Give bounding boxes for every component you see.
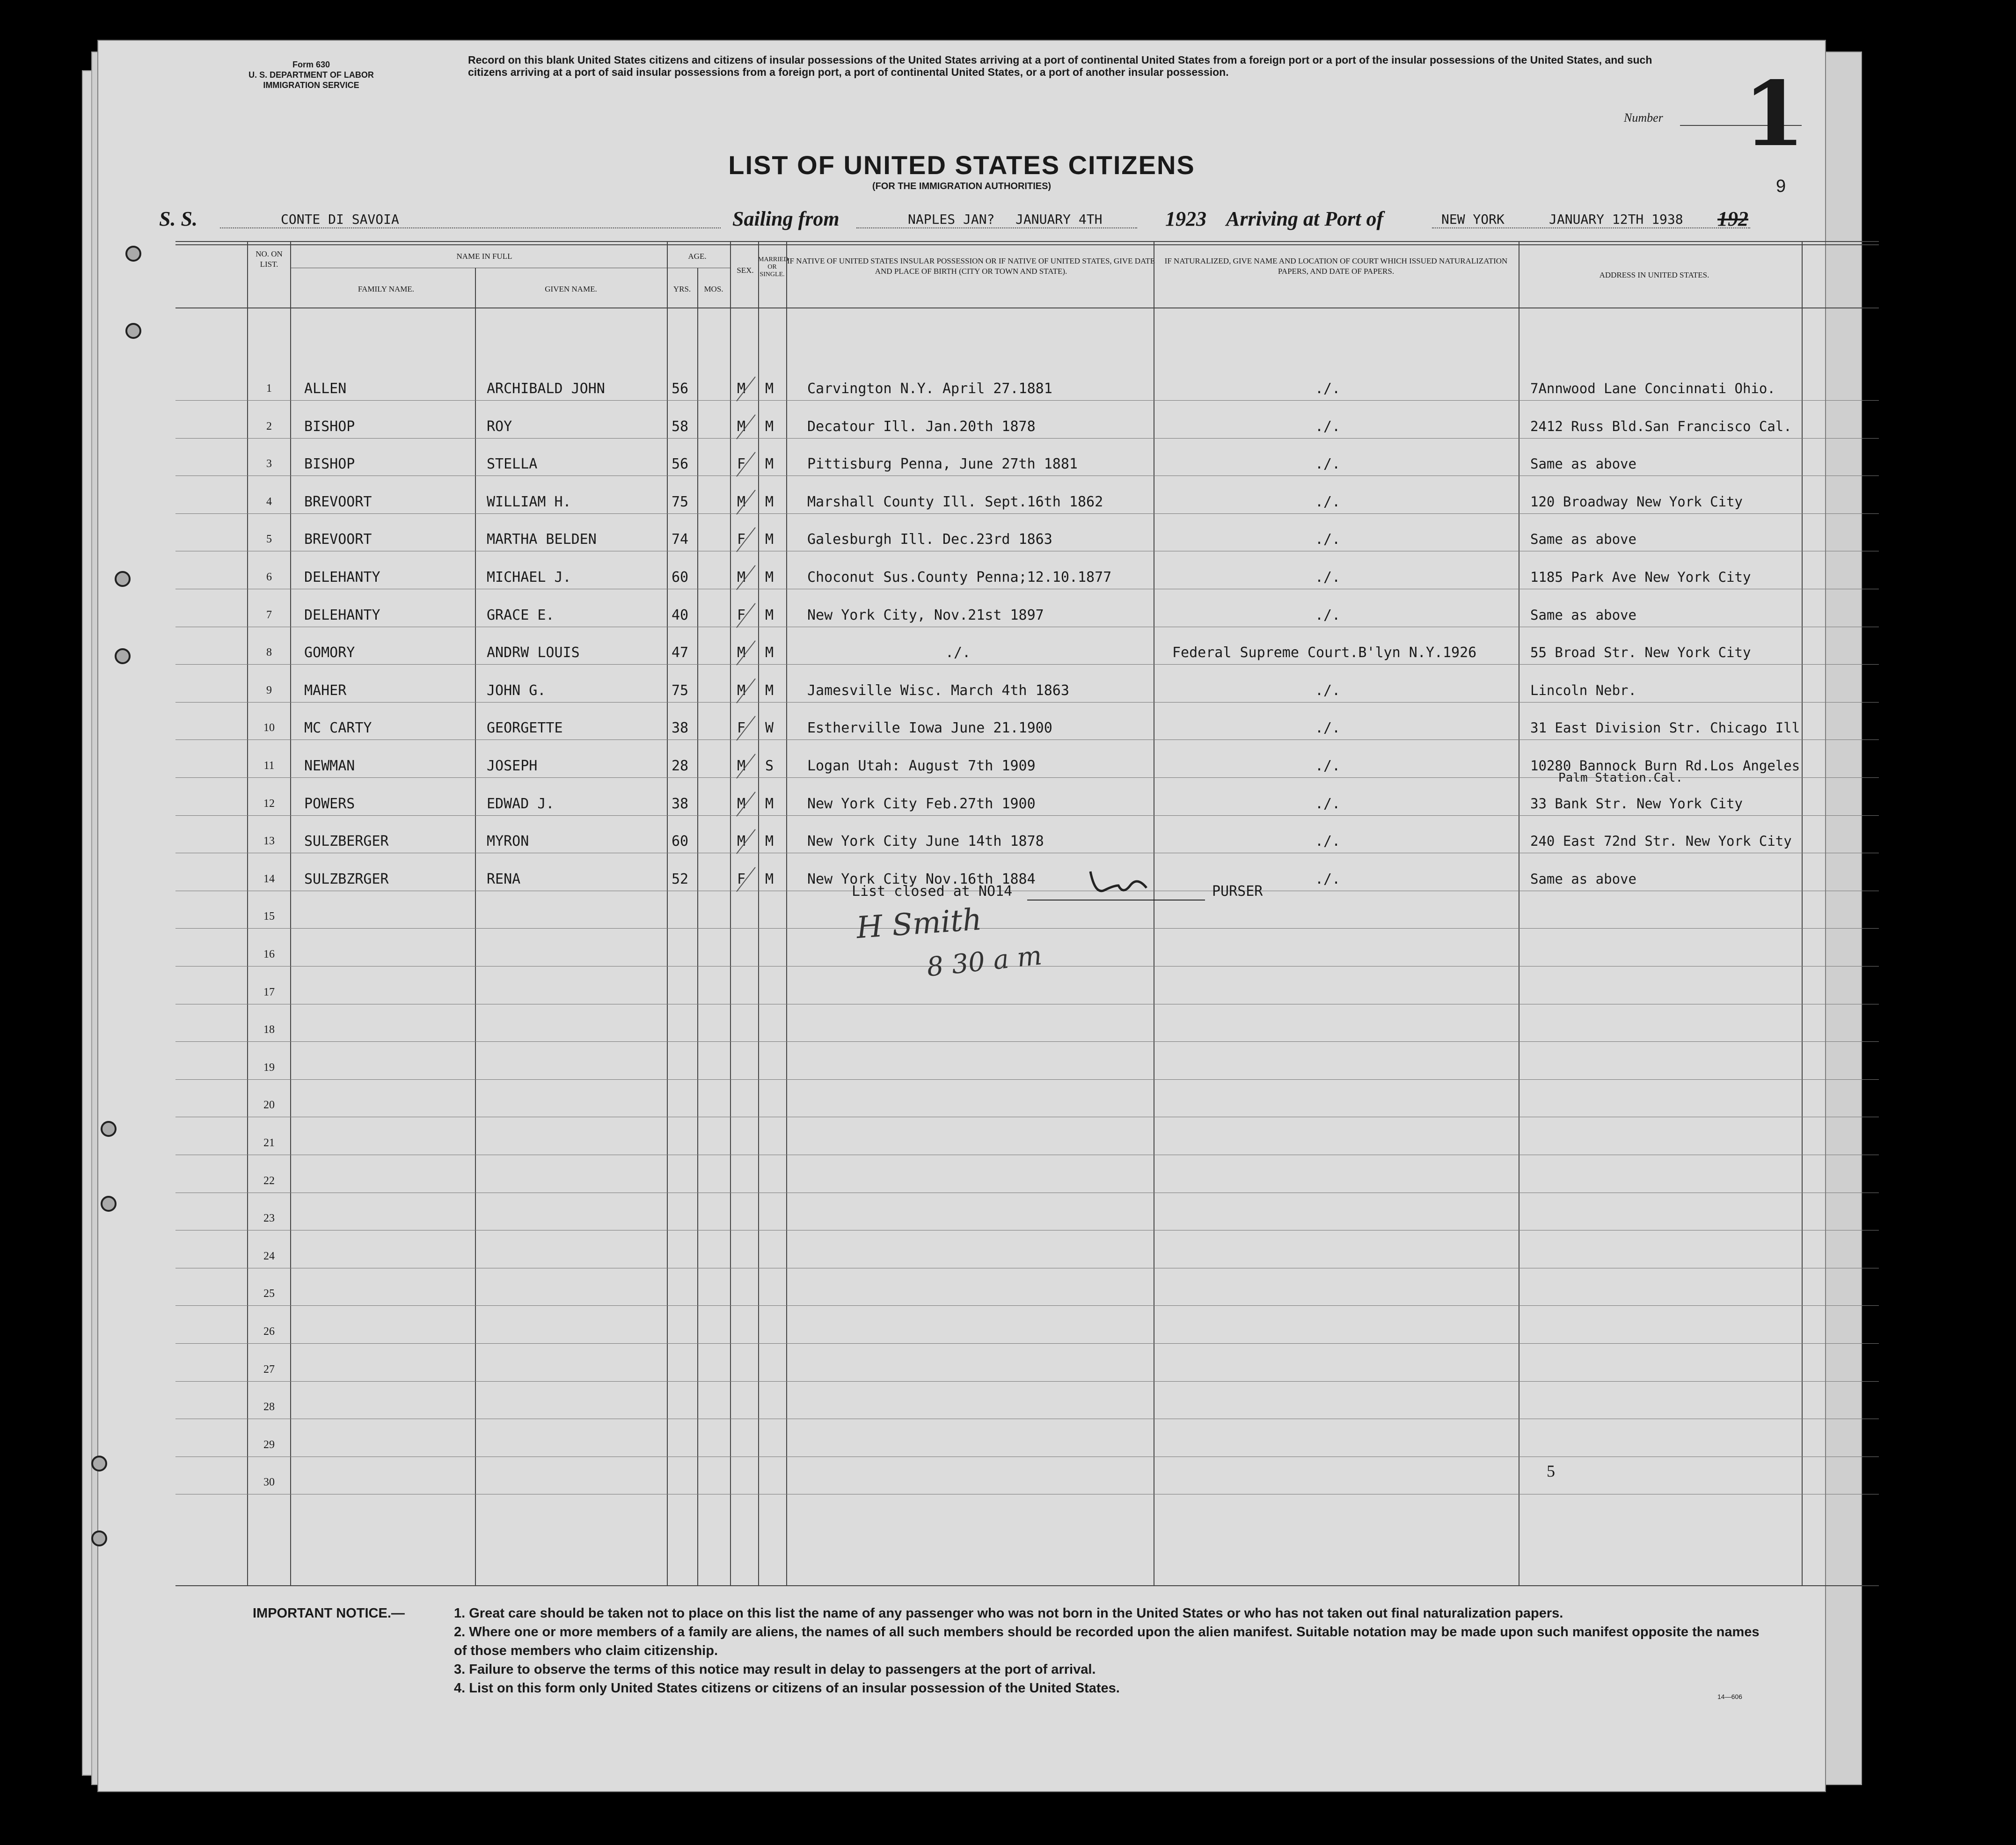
sex: F — [737, 456, 746, 473]
given-name: MICHAEL J. — [487, 569, 571, 586]
us-address: Same as above — [1530, 607, 1636, 623]
voyage-line — [159, 207, 1774, 240]
naturalization: ./. — [1315, 569, 1341, 586]
form-identifier — [239, 59, 384, 90]
family-name: GOMORY — [304, 644, 355, 661]
us-address: 33 Bank Str. New York City — [1530, 795, 1743, 812]
marital-status: M — [765, 418, 774, 435]
naturalization: ./. — [1315, 758, 1341, 774]
form-number: Form 630 — [292, 60, 330, 69]
check-mark — [735, 375, 757, 403]
row-number: 16 — [263, 948, 275, 960]
row-rule — [175, 928, 1879, 929]
age-years: 28 — [672, 758, 689, 774]
row-rule — [175, 513, 1879, 514]
check-mark — [735, 564, 757, 592]
naturalization: ./. — [1315, 531, 1341, 548]
naturalization: ./. — [1315, 871, 1341, 887]
sex: M — [737, 381, 746, 397]
birth-place-date: Marshall County Ill. Sept.16th 1862 — [807, 493, 1103, 510]
birth-place-date: Carvington N.Y. April 27.1881 — [807, 381, 1052, 397]
us-address: 120 Broadway New York City — [1530, 493, 1743, 510]
given-name: GEORGETTE — [487, 720, 563, 737]
sex: F — [737, 531, 746, 548]
col-divider — [290, 242, 291, 1585]
arrival-date: JANUARY 12TH 1938 — [1549, 212, 1683, 227]
col-header-sex: SEX. — [737, 266, 754, 275]
us-address: Same as above — [1530, 531, 1636, 548]
birth-place-date: Jamesville Wisc. March 4th 1863 — [807, 682, 1069, 699]
family-name: DELEHANTY — [304, 569, 380, 586]
table-top-rule — [175, 241, 1879, 242]
family-name: MC CARTY — [304, 720, 372, 737]
birth-place-date: New York City Feb.27th 1900 — [807, 795, 1036, 812]
given-name: ROY — [487, 418, 512, 435]
col-divider — [758, 242, 759, 1585]
row-rule — [175, 739, 1879, 740]
col-header-address: ADDRESS IN UNITED STATES. — [1599, 271, 1709, 279]
check-mark — [735, 714, 757, 742]
family-name: ALLEN — [304, 381, 347, 397]
sex: F — [737, 720, 746, 737]
notice-item: 4. List on this form only United States citizens or citizens of an insular possession of the United States. — [454, 1681, 1120, 1696]
us-address: 55 Broad Str. New York City — [1530, 644, 1751, 661]
sailing-year: 1923 — [1165, 207, 1206, 230]
sex: M — [737, 758, 746, 774]
given-name: MARTHA BELDEN — [487, 531, 597, 548]
row-number: 5 — [266, 533, 272, 546]
col-header-family-name: FAMILY NAME. — [358, 285, 415, 293]
age-years: 58 — [672, 418, 689, 435]
age-years: 47 — [672, 644, 689, 661]
row-number: 28 — [263, 1401, 275, 1413]
col-divider — [697, 268, 698, 1585]
check-mark — [735, 413, 757, 441]
row-rule — [175, 815, 1879, 816]
family-name: NEWMAN — [304, 758, 355, 774]
naturalization: ./. — [1315, 720, 1341, 737]
col-divider — [247, 242, 248, 1585]
row-number: 9 — [266, 684, 272, 696]
us-address: Same as above — [1530, 871, 1636, 887]
birth-place-date: New York City June 14th 1878 — [807, 833, 1044, 850]
sailing-label: Sailing from — [732, 207, 840, 230]
row-number: 18 — [263, 1024, 275, 1036]
row-rule — [175, 1079, 1879, 1080]
check-mark — [735, 450, 757, 478]
page-title: LIST OF UNITED STATES CITIZENS — [728, 150, 1195, 180]
check-mark — [735, 677, 757, 705]
service: IMMIGRATION SERVICE — [263, 81, 359, 90]
signature-scribble — [1086, 867, 1151, 900]
naturalization: ./. — [1315, 833, 1341, 850]
row-number: 24 — [263, 1250, 275, 1262]
check-mark — [735, 752, 757, 780]
row-number: 2 — [266, 420, 272, 432]
family-name: SULZBZRGER — [304, 871, 389, 887]
birth-place-date: Estherville Iowa June 21.1900 — [807, 720, 1052, 737]
table-bottom-rule — [175, 1585, 1879, 1586]
col-divider — [786, 242, 787, 1585]
page-subtitle: (FOR THE IMMIGRATION AUTHORITIES) — [872, 181, 1052, 191]
marital-status: M — [765, 682, 774, 699]
naturalization: ./. — [1315, 381, 1341, 397]
row-number: 25 — [263, 1288, 275, 1300]
marital-status: M — [765, 644, 774, 661]
age-years: 75 — [672, 682, 689, 699]
age-years: 40 — [672, 607, 689, 623]
age-years: 75 — [672, 493, 689, 510]
row-number: 8 — [266, 646, 272, 659]
marital-status: M — [765, 833, 774, 850]
birth-place-date: Choconut Sus.County Penna;12.10.1877 — [807, 569, 1112, 586]
given-name: GRACE E. — [487, 607, 555, 623]
age-years: 38 — [672, 795, 689, 812]
col-header-no: NO. ON LIST. — [256, 249, 283, 269]
check-mark — [735, 865, 757, 893]
us-address: 240 East 72nd Str. New York City — [1530, 833, 1792, 849]
arriving-label: Arriving at Port of — [1226, 207, 1384, 230]
birth-place-date: Galesburgh Ill. Dec.23rd 1863 — [807, 531, 1052, 548]
given-name: ANDRW LOUIS — [487, 644, 580, 661]
row-rule — [175, 438, 1879, 439]
given-name: EDWAD J. — [487, 795, 555, 812]
marital-status: W — [765, 720, 774, 737]
row-number: 10 — [263, 722, 275, 734]
family-name: POWERS — [304, 795, 355, 812]
us-address: 7Annwood Lane Concinnati Ohio. — [1530, 381, 1775, 396]
row-number: 19 — [263, 1061, 275, 1074]
family-name: SULZBERGER — [304, 833, 389, 850]
list-number: 1 — [1743, 62, 1805, 166]
binder-hole — [101, 1121, 117, 1137]
row-rule — [175, 664, 1879, 665]
us-address: 2412 Russ Bld.San Francisco Cal. — [1530, 418, 1792, 434]
page-marker: 9 — [1776, 176, 1786, 196]
marital-status: M — [765, 795, 774, 812]
col-divider — [730, 242, 731, 1585]
us-address: Lincoln Nebr. — [1530, 682, 1636, 698]
row-rule — [175, 400, 1879, 401]
col-header-age: AGE. — [688, 252, 707, 261]
marital-status: M — [765, 381, 774, 397]
row-rule — [175, 1343, 1879, 1344]
row-number: 21 — [263, 1137, 275, 1149]
given-name: STELLA — [487, 456, 538, 473]
col-divider — [475, 268, 476, 1585]
sex: M — [737, 795, 746, 812]
table-top-rule-double — [175, 244, 1879, 245]
row-number: 14 — [263, 872, 275, 885]
given-name: RENA — [487, 871, 521, 887]
sex: F — [737, 607, 746, 623]
row-number: 12 — [263, 797, 275, 810]
family-name: BREVOORT — [304, 493, 372, 510]
intro-text: Record on this blank United States citizens and citizens of insular possessions of the United States arriving at a port of continental United States from a foreign port or a port of the insular possessions of the United States, and such citizens arriving at a port of said insular possessions from a foreign port, a port of continental United States, or a port of another insular possession. — [468, 54, 1652, 78]
arrival-port: NEW YORK — [1441, 212, 1505, 227]
sailing-port: NAPLES JAN? — [908, 212, 995, 227]
marital-status: M — [765, 871, 774, 887]
age-years: 74 — [672, 531, 689, 548]
col-header-mos: MOS. — [704, 285, 723, 293]
row-number: 6 — [266, 571, 272, 583]
notice-item: 2. Where one or more members of a family are aliens, the names of all such members should be recorded upon the alien manifest. Suitable notation may be made upon such manifest opposite the names of those members who claim citizenship. — [454, 1625, 1760, 1658]
row-number: 11 — [263, 760, 275, 772]
given-name: WILLIAM H. — [487, 493, 571, 510]
family-name: BISHOP — [304, 418, 355, 435]
row-rule — [175, 1305, 1879, 1306]
notice-code: 14—606 — [1717, 1693, 1742, 1700]
marital-status: M — [765, 569, 774, 586]
col-header-yrs: YRS. — [673, 285, 691, 293]
ss-label: S. S. — [159, 207, 197, 230]
naturalization: ./. — [1315, 795, 1341, 812]
manifest-page — [97, 40, 1826, 1792]
birth-place-date: ./. — [945, 644, 971, 661]
us-address: Same as above — [1530, 456, 1636, 472]
list-closed-text: List closed at NO14 — [852, 883, 1013, 900]
birth-place-date: New York City, Nov.21st 1897 — [807, 607, 1044, 623]
given-name: JOHN G. — [487, 682, 546, 699]
naturalization: ./. — [1315, 493, 1341, 510]
row-number: 30 — [263, 1476, 275, 1489]
col-header-naturalized: IF NATURALIZED, GIVE NAME AND LOCATION OF COURT WHICH ISSUED NATURALIZATION PAPERS, AND DATE OF PAPERS. — [1164, 256, 1508, 276]
row-number: 26 — [263, 1325, 275, 1338]
purser-signature — [1086, 867, 1151, 907]
department: U. S. DEPARTMENT OF LABOR — [248, 70, 374, 80]
purser-label: PURSER — [1212, 883, 1263, 900]
row-number: 13 — [263, 835, 275, 848]
us-address: 31 East Division Str. Chicago Ill — [1530, 720, 1800, 736]
handwritten-name: H Smith — [855, 902, 983, 946]
us-address: 1185 Park Ave New York City — [1530, 569, 1751, 585]
marital-status: S — [765, 758, 774, 774]
row-number: 27 — [263, 1363, 275, 1376]
age-years: 60 — [672, 569, 689, 586]
row-rule — [175, 1381, 1879, 1382]
sex: M — [737, 569, 746, 586]
family-name: BISHOP — [304, 456, 355, 473]
col-header-name-in-full: NAME IN FULL — [456, 252, 512, 261]
bottom-mark: 5 — [1547, 1462, 1555, 1480]
ship-name: CONTE DI SAVOIA — [281, 212, 399, 227]
sex: M — [737, 833, 746, 850]
marital-status: M — [765, 456, 774, 473]
binder-hole — [115, 648, 131, 664]
notice-heading: IMPORTANT NOTICE.— — [253, 1606, 405, 1621]
given-name: MYRON — [487, 833, 529, 850]
number-label: Number — [1624, 111, 1663, 124]
birth-place-date: Logan Utah: August 7th 1909 — [807, 758, 1036, 774]
col-header-given-name: GIVEN NAME. — [545, 285, 597, 293]
sex: M — [737, 493, 746, 510]
row-rule — [175, 1041, 1879, 1042]
binder-hole — [125, 246, 141, 262]
sex: F — [737, 871, 746, 887]
birth-place-date: New York City Nov.16th 1884 — [807, 871, 1036, 887]
notice-items — [454, 1604, 1760, 1698]
family-name: DELEHANTY — [304, 607, 380, 623]
naturalization: Federal Supreme Court.B'lyn N.Y.1926 — [1172, 644, 1477, 661]
row-number: 29 — [263, 1438, 275, 1451]
age-years: 38 — [672, 720, 689, 737]
binder-hole — [101, 1196, 117, 1212]
col-divider — [667, 242, 668, 1585]
marital-status: M — [765, 607, 774, 623]
check-mark — [735, 827, 757, 856]
given-name: ARCHIBALD JOHN — [487, 381, 605, 397]
given-name: JOSEPH — [487, 758, 538, 774]
sailing-date: JANUARY 4TH — [1015, 212, 1103, 227]
row-number: 22 — [263, 1174, 275, 1187]
us-address-line2: Palm Station.Cal. — [1558, 771, 1683, 785]
row-number: 3 — [266, 458, 272, 470]
age-years: 60 — [672, 833, 689, 850]
row-rule — [175, 702, 1879, 703]
family-name: BREVOORT — [304, 531, 372, 548]
binder-hole — [91, 1530, 107, 1546]
us-address: 10280 Bannock Burn Rd.Los Angeles — [1530, 758, 1800, 774]
col-header-birth: IF NATIVE OF UNITED STATES INSULAR POSSESSION OR IF NATIVE OF UNITED STATES, GIVE DATE AND PLACE OF BIRTH (CITY OR TOWN AND STATE). — [787, 256, 1155, 276]
age-years: 52 — [672, 871, 689, 887]
naturalization: ./. — [1315, 607, 1341, 623]
binder-hole — [115, 571, 131, 587]
marital-status: M — [765, 493, 774, 510]
row-number: 15 — [263, 910, 275, 923]
col-divider — [1802, 242, 1803, 1585]
naturalization: ./. — [1315, 682, 1341, 699]
check-mark — [735, 790, 757, 818]
check-mark — [735, 526, 757, 554]
row-number: 4 — [266, 495, 272, 508]
sex: M — [737, 644, 746, 661]
age-years: 56 — [672, 381, 689, 397]
row-number: 20 — [263, 1099, 275, 1112]
sex: M — [737, 418, 746, 435]
check-mark — [735, 488, 757, 516]
age-years: 56 — [672, 456, 689, 473]
naturalization: ./. — [1315, 418, 1341, 435]
binder-hole — [125, 323, 141, 339]
row-number: 23 — [263, 1212, 275, 1225]
row-number: 7 — [266, 608, 272, 621]
birth-place-date: Decatour Ill. Jan.20th 1878 — [807, 418, 1036, 435]
birth-place-date: Pittisburg Penna, June 27th 1881 — [807, 456, 1078, 473]
col-header-married: MARRIED OR SINGLE. — [758, 256, 789, 278]
check-mark — [735, 601, 757, 630]
family-name: MAHER — [304, 682, 347, 699]
handwritten-time: 8 30 a m — [925, 940, 1044, 983]
naturalization: ./. — [1315, 456, 1341, 473]
check-mark — [735, 639, 757, 667]
binder-hole — [91, 1456, 107, 1472]
row-number: 1 — [266, 382, 272, 395]
sex: M — [737, 682, 746, 699]
arrival-year: 192 — [1717, 207, 1748, 230]
row-number: 17 — [263, 986, 275, 998]
marital-status: M — [765, 531, 774, 548]
notice-item: 3. Failure to observe the terms of this notice may result in delay to passengers at the port of arrival. — [454, 1662, 1096, 1677]
notice-item: 1. Great care should be taken not to place on this list the name of any passenger who was not born in the United States or who has not taken out final naturalization papers. — [454, 1606, 1563, 1621]
